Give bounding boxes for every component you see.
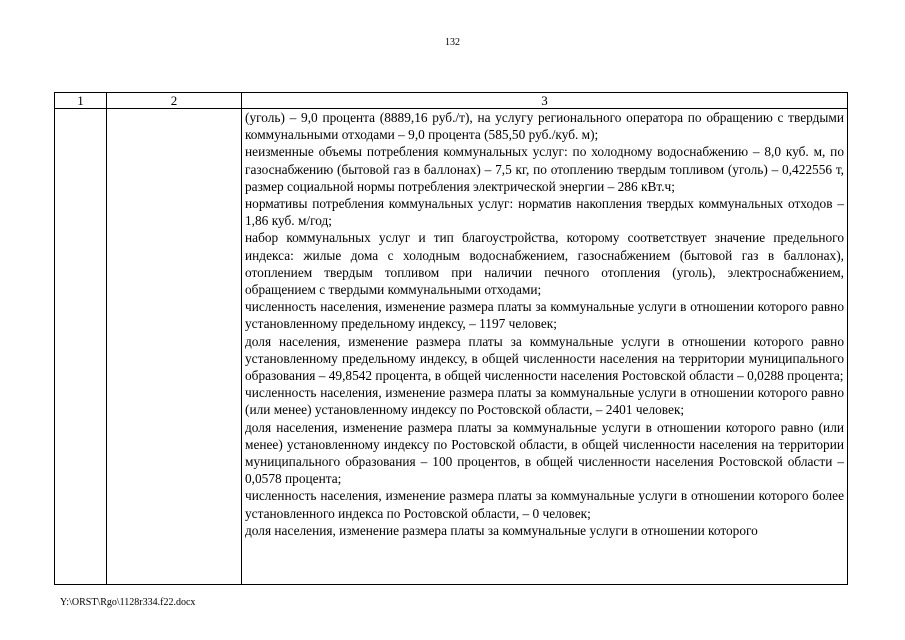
paragraph: доля населения, изменение размера платы за коммунальные услуги в отношении которого равно установленному предельному индексу, в общей численности населения на территории муниципального образования – 49,8542 процента, в общей численности населения Ростовской области – 0,0288 процента; xyxy=(245,333,844,384)
footer-file-path: Y:\ORST\Rgo\1128r334.f22.docx xyxy=(60,597,196,608)
paragraph: (уголь) – 9,0 процента (8889,16 руб./т), на услугу регионального оператора по обращению с твердыми коммунальными отходами – 9,0 процента (585,50 руб./куб. м); xyxy=(245,110,844,143)
paragraph: доля населения, изменение размера платы за коммунальные услуги в отношении которого равно (или менее) установленному индексу по Ростовской области, в общей численности населения на территории муниципального образования – 100 процентов, в общей численности населения Ростовской области – 0,0578 процента; xyxy=(245,419,844,487)
column-header-2: 2 xyxy=(107,93,242,109)
paragraph: неизменные объемы потребления коммунальных услуг: по холодному водоснабжению – 8,0 куб. м, по газоснабжению (бытовой газ в баллонах) – 7,5 кг, по отоплению твердым топливом (уголь) – 0,422556 т, размер социальной нормы потребления электрической энергии – 286 кВт.ч; xyxy=(245,144,844,194)
page-number: 132 xyxy=(445,37,460,48)
paragraph: численность населения, изменение размера платы за коммунальные услуги в отношении которого равно (или менее) установленному индексу по Ростовской области, – 2401 человек; xyxy=(245,385,844,418)
column-2-cell xyxy=(107,109,242,585)
document-table xyxy=(54,92,848,585)
column-3-cell xyxy=(242,109,848,585)
column-header-1: 1 xyxy=(55,93,107,109)
column-header-3: 3 xyxy=(242,93,848,109)
column-1-cell xyxy=(55,109,107,585)
paragraph: набор коммунальных услуг и тип благоустройства, которому соответствует значение предельного индекса: жилые дома с холодным водоснабжением, газоснабжением (бытовой газ в баллонах), отоплением твердым топливом при наличии печного отопления (уголь), электроснабжением, обращением с твердыми коммунальными отходами; xyxy=(245,230,844,298)
paragraph: численность населения, изменение размера платы за коммунальные услуги в отношении которого равно установленному предельному индексу, – 1197 человек; xyxy=(245,299,844,332)
table-header-row xyxy=(55,93,848,109)
paragraph: доля населения, изменение размера платы за коммунальные услуги в отношении которого xyxy=(245,522,758,538)
paragraph: нормативы потребления коммунальных услуг: норматив накопления твердых коммунальных отходов – 1,86 куб. м/год; xyxy=(245,196,844,229)
paragraph: численность населения, изменение размера платы за коммунальные услуги в отношении которого более установленного индекса по Ростовской области, – 0 человек; xyxy=(245,488,844,521)
table-row xyxy=(55,109,848,585)
